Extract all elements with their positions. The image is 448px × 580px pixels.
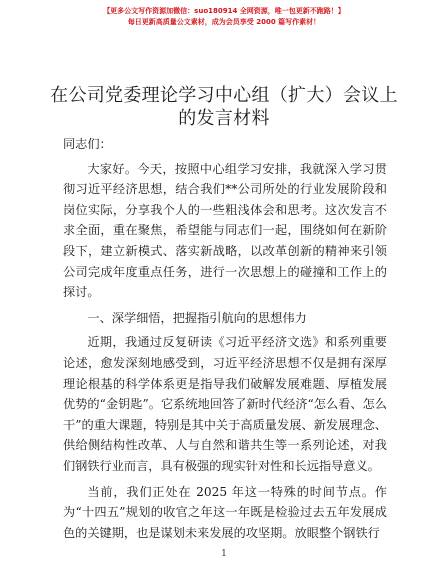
page-number: 1 <box>221 549 227 559</box>
paragraph-2: 近期，我通过反复研读《习近平经济文选》和系列重要论述，愈发深刻地感受到，习近平经济思想不仅是拥有深厚理论根基的科学体系更是指导我们破解发展难题、厚植发展优势的“金钥匙”。它系统地回答了新时代经济“怎么看、怎么干”的重大课题，特别是其中关于高质量发展、新发展理念、供给侧结构性改革、人与自然和谐共生等一系列论述，对我们钢铁行业而言，具有极强的现实针对性和长远指导意义。 <box>63 335 387 473</box>
promo-banner-line-1: 【更多公文写作资源加微信：suo180914 全网资源，唯一包更新不跑路！】 <box>103 7 345 15</box>
promo-banner <box>0 6 448 28</box>
paragraph-1: 大家好。今天，按照中心组学习安排，我就深入学习贯彻习近平经济思想，结合我们**公司所处的行业发展阶段和岗位实际，分享我个人的一些粗浅体会和思考。这次发言不求全面，重在聚焦，希望能与同志们一起，围绕如何在新阶段下，建立新模式、落实新战略，以改革创新的精神来引领公司完成年度重点任务，进行一次思想上的碰撞和工作上的探讨。 <box>63 161 387 300</box>
paragraph-3: 当前，我们正处在 2025 年这一特殊的时间节点。作为“十四五”规划的收官之年这一年既是检验过去五年发展成色的关键期，也是谋划未来发展的攻坚期。放眼整个钢铁行 <box>63 484 387 540</box>
document-body <box>63 134 387 548</box>
section-heading-1: 一、深学细悟，把握指引航向的思想伟力 <box>87 310 307 325</box>
promo-banner-line-2: 每日更新高质量公文素材，成为会员享受 2000 篇写作素材！ <box>127 18 321 26</box>
document-title: 在公司党委理论学习中心组（扩大）会议上的发言材料 <box>50 85 398 129</box>
salutation: 同志们： <box>63 137 112 151</box>
